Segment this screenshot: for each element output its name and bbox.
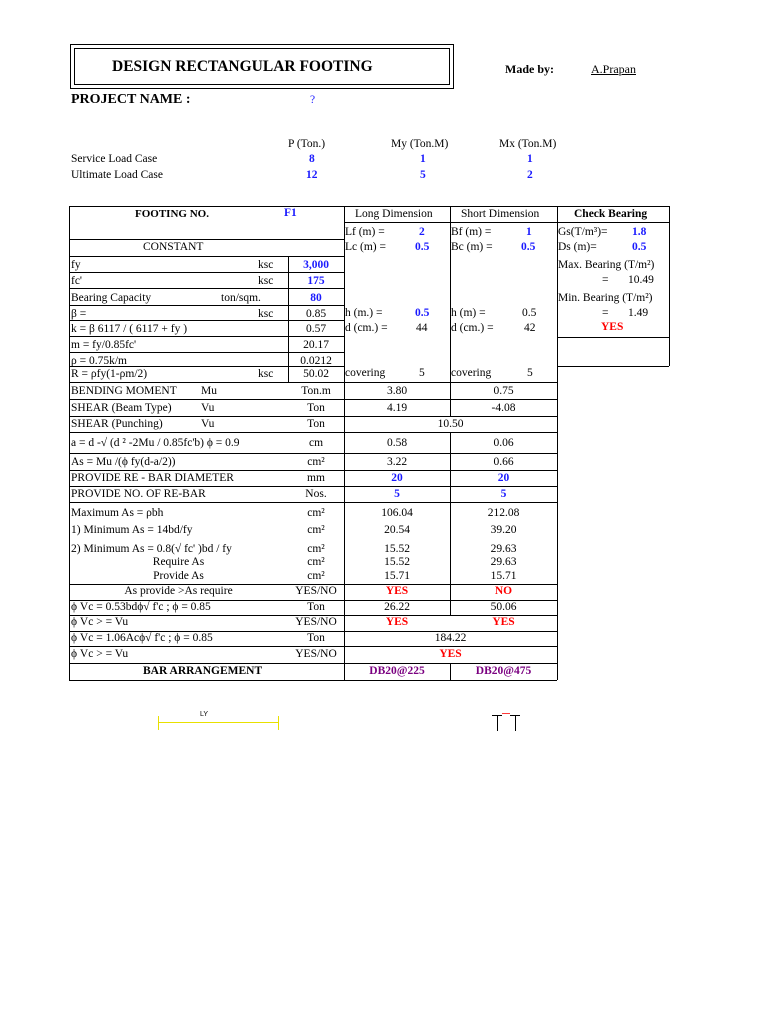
design-long-value: YES [385, 616, 409, 628]
bf-label: Bf (m) = [451, 226, 492, 238]
constant-value: 0.0212 [300, 355, 332, 367]
made-by-label: Made by: [505, 62, 554, 76]
constant-value: 20.17 [303, 339, 329, 351]
design-unit: cm² [307, 570, 325, 582]
col-my: My (Ton.M) [391, 138, 449, 150]
min-bearing-eq: = [602, 307, 609, 319]
constant-unit: ton/sqm. [221, 292, 261, 304]
d-long-label: d (cm.) = [345, 322, 388, 334]
max-bearing-eq: = [602, 274, 609, 286]
design-long-value: 26.22 [384, 601, 410, 613]
project-value: ? [310, 94, 316, 106]
constant-unit: ksc [258, 368, 274, 380]
constant-unit: ksc [258, 308, 274, 320]
ultimate-p: 12 [306, 169, 318, 181]
design-unit: Ton [307, 632, 325, 644]
covering-short-value: 5 [527, 367, 533, 379]
bearing-check-status: YES [601, 321, 624, 333]
design-short-value: 50.06 [490, 601, 517, 613]
ds-label: Ds (m)= [558, 241, 597, 253]
min-bearing-label: Min. Bearing (T/m²) [558, 292, 653, 304]
design-unit: YES/NO [295, 648, 337, 660]
ultimate-label: Ultimate Load Case [71, 169, 163, 181]
design-unit: Ton [307, 601, 325, 613]
design-short-value: 0.66 [493, 456, 514, 468]
design-unit: cm [308, 437, 324, 449]
design-short-value: -4.08 [491, 402, 516, 414]
design-short-value: 29.63 [490, 556, 517, 568]
gs-value: 1.8 [632, 226, 647, 238]
gs-label: Gs(T/m³)= [558, 226, 608, 238]
constant-label: fc' [71, 275, 83, 287]
design-short-value: NO [494, 585, 513, 597]
covering-long-value: 5 [419, 367, 425, 379]
max-bearing-value: 10.49 [628, 274, 654, 286]
bf-value: 1 [526, 226, 532, 238]
design-label: PROVIDE RE - BAR DIAMETER [71, 472, 234, 484]
design-long-value: 3.22 [386, 456, 408, 468]
design-unit: Ton [307, 402, 325, 414]
h-short-value: 0.5 [522, 307, 537, 319]
constant-unit: ksc [258, 259, 274, 271]
design-unit: cm² [307, 524, 325, 536]
lc-label: Lc (m) = [345, 241, 386, 253]
design-long-value: 5 [394, 488, 400, 500]
constant-label: k = β 6117 / ( 6117 + fy ) [71, 323, 188, 335]
bc-label: Bc (m) = [451, 241, 493, 253]
constant-value: 0.57 [305, 323, 327, 335]
bar-arrangement-long: DB20@225 [369, 665, 425, 677]
col-mx: Mx (Ton.M) [499, 138, 557, 150]
design-long-value: 20.54 [384, 524, 410, 536]
design-long-value: 15.52 [384, 543, 410, 555]
project-label: PROJECT NAME : [71, 92, 191, 107]
design-merged-value: 184.22 [434, 632, 467, 644]
d-short-label: d (cm.) = [451, 322, 494, 334]
constant-value: 50.02 [303, 368, 329, 380]
h-long-label: h (m.) = [345, 307, 383, 319]
design-label: SHEAR (Beam Type) [71, 402, 172, 414]
h-short-label: h (m) = [451, 307, 486, 319]
bar-arrangement-short: DB20@475 [475, 665, 532, 677]
d-long-value: 44 [416, 322, 428, 334]
design-unit: cm² [307, 543, 325, 555]
d-short-value: 42 [524, 322, 536, 334]
constant-label: R = ρfy(1-ρm/2) [71, 368, 148, 380]
design-short-value: YES [492, 616, 515, 628]
design-symbol: Vu [201, 402, 215, 414]
service-mx: 1 [527, 153, 533, 165]
design-long-value: 106.04 [381, 507, 413, 519]
design-unit: mm [307, 472, 325, 484]
lf-value: 2 [419, 226, 425, 238]
constant-value: 0.85 [305, 308, 327, 320]
covering-short-label: covering [451, 367, 492, 379]
design-unit: Ton.m [301, 385, 331, 397]
h-long-value: 0.5 [415, 307, 430, 319]
constant-value: 3,000 [303, 259, 329, 271]
design-long-value: 20 [391, 472, 403, 484]
long-dimension-header: Long Dimension [355, 208, 433, 220]
ly-label: LY [200, 711, 209, 718]
design-unit: cm² [307, 556, 325, 568]
check-bearing-header: Check Bearing [574, 208, 648, 220]
design-label: ϕ Vc = 1.06Acϕ√ f'c ; ϕ = 0.85 [71, 632, 213, 644]
design-short-value: 29.63 [490, 543, 517, 555]
service-my: 1 [420, 153, 426, 165]
design-label: ϕ Vc = 0.53bdϕ√ f'c ; ϕ = 0.85 [71, 601, 211, 613]
design-symbol: Mu [201, 385, 217, 397]
design-unit: cm² [307, 456, 325, 468]
design-unit: YES/NO [295, 616, 337, 628]
lc-value: 0.5 [415, 241, 430, 253]
design-short-value: 212.08 [487, 507, 520, 519]
short-dimension-header: Short Dimension [461, 208, 540, 220]
design-unit: Ton [307, 418, 325, 430]
ultimate-mx: 2 [527, 169, 533, 181]
constant-label: β = [71, 308, 87, 320]
design-label: ϕ Vc > = Vu [71, 648, 129, 660]
design-short-value: 15.71 [490, 570, 517, 582]
constant-label: fy [71, 259, 81, 271]
design-label: a = d -√ (d ² -2Mu / 0.85fc'b) ϕ = 0.9 [71, 437, 240, 449]
ds-value: 0.5 [632, 241, 647, 253]
design-label: 1) Minimum As = 14bd/fy [71, 524, 193, 536]
design-label: Maximum As = ρbh [71, 507, 164, 519]
constant-label: m = fy/0.85fc' [71, 339, 137, 351]
constant-value: 80 [310, 292, 322, 304]
design-long-value: 3.80 [386, 385, 408, 397]
design-label: 2) Minimum As = 0.8(√ fc' )bd / fy [71, 543, 232, 555]
design-short-value: 0.06 [493, 437, 514, 449]
design-long-value: YES [385, 585, 409, 597]
design-short-value: 0.75 [493, 385, 514, 397]
design-label: Provide As [153, 570, 204, 582]
design-symbol: Vu [201, 418, 215, 430]
design-long-value: 0.58 [386, 437, 408, 449]
design-unit: Nos. [305, 488, 327, 500]
constant-unit: ksc [258, 275, 274, 287]
design-merged-value: YES [439, 648, 462, 660]
design-unit: cm² [307, 507, 325, 519]
lf-label: Lf (m) = [345, 226, 385, 238]
min-bearing-value: 1.49 [628, 307, 649, 319]
design-label: As provide >As require [124, 585, 233, 597]
design-label: SHEAR (Punching) [71, 418, 163, 430]
design-merged-value: 10.50 [437, 418, 464, 430]
max-bearing-label: Max. Bearing (T/m²) [558, 259, 655, 271]
design-short-value: 5 [500, 488, 507, 500]
footing-no-label: FOOTING NO. [135, 208, 209, 220]
design-label: BENDING MOMENT [71, 385, 177, 397]
page-title: DESIGN RECTANGULAR FOOTING [112, 58, 373, 75]
bc-value: 0.5 [521, 241, 536, 253]
design-label: Require As [152, 556, 205, 568]
design-long-value: 15.52 [384, 556, 410, 568]
design-long-value: 15.71 [384, 570, 410, 582]
constant-label: Bearing Capacity [71, 292, 152, 304]
bar-arrangement-label: BAR ARRANGEMENT [143, 665, 263, 677]
design-label: As = Mu /(ϕ fy(d-a/2)) [71, 456, 176, 468]
service-label: Service Load Case [71, 153, 158, 165]
constant-value: 175 [307, 275, 325, 287]
design-label: PROVIDE NO. OF RE-BAR [71, 488, 206, 500]
constant-label: CONSTANT [143, 241, 204, 253]
footing-no-value: F1 [284, 207, 297, 219]
design-short-value: 20 [497, 472, 510, 484]
covering-long-label: covering [345, 367, 386, 379]
design-short-value: 39.20 [490, 524, 517, 536]
design-label: ϕ Vc > = Vu [71, 616, 129, 628]
service-p: 8 [309, 153, 315, 165]
col-p: P (Ton.) [288, 138, 326, 150]
constant-label: ρ = 0.75k/m [71, 355, 127, 367]
design-unit: YES/NO [295, 585, 337, 597]
design-long-value: 4.19 [386, 402, 408, 414]
made-by-value: A.Prapan [591, 62, 636, 76]
ultimate-my: 5 [420, 169, 426, 181]
